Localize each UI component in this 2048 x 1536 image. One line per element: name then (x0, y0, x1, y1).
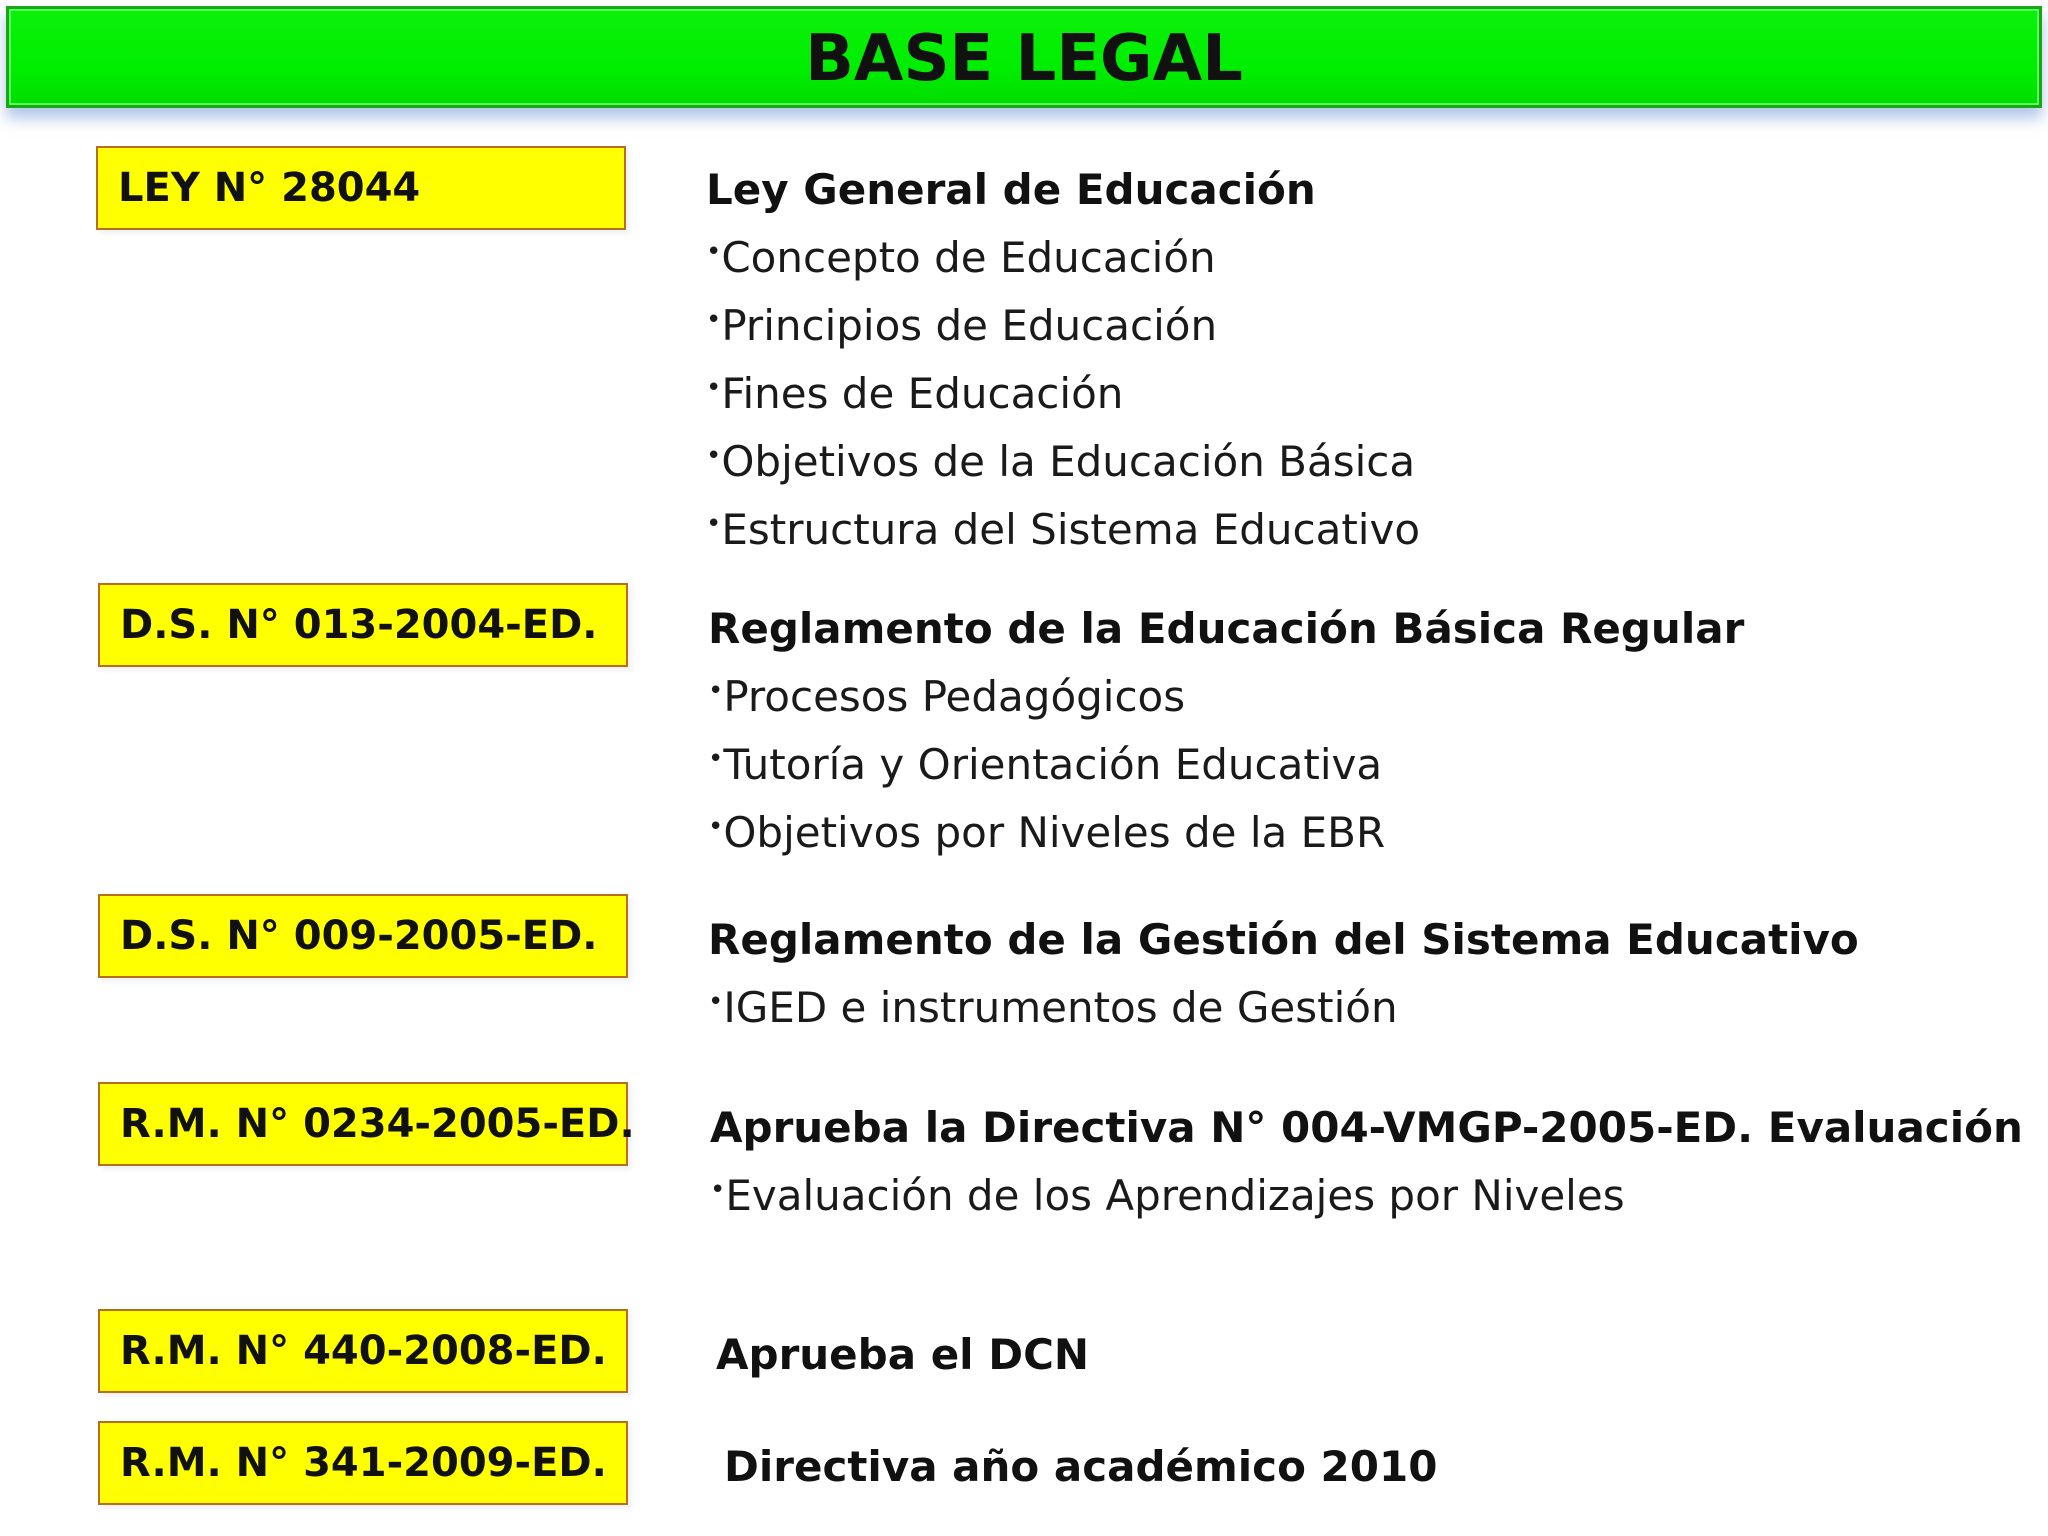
law-heading: Reglamento de la Educación Básica Regular (708, 604, 1745, 653)
law-description-ley-28044 (706, 159, 1420, 561)
law-bullet: •Concepto de Educación (706, 233, 1216, 282)
law-bullet: •Procesos Pedagógicos (708, 672, 1186, 721)
bullet-icon: • (710, 1175, 726, 1205)
law-heading: Aprueba la Directiva N° 004-VMGP-2005-ED. Evaluación (710, 1103, 2023, 1152)
law-badge-ds-009-2005: D.S. N° 009-2005-ED. (98, 894, 628, 978)
law-bullet: •Evaluación de los Aprendizajes por Niveles (710, 1171, 1625, 1220)
law-description-ds-013-2004 (708, 598, 1744, 864)
bullet-icon: • (708, 812, 724, 842)
title-bar (6, 6, 2042, 108)
law-bullet: •Objetivos por Niveles de la EBR (708, 808, 1386, 857)
law-badge-ley-28044: LEY N° 28044 (96, 146, 626, 230)
law-heading: Reglamento de la Gestión del Sistema Educativo (708, 915, 1859, 964)
bullet-icon: • (706, 509, 722, 539)
law-bullet: •IGED e instrumentos de Gestión (708, 983, 1398, 1032)
law-heading: Ley General de Educación (706, 165, 1316, 214)
bullet-icon: • (708, 676, 724, 706)
bullet-icon: • (708, 744, 724, 774)
law-heading: Directiva año académico 2010 (724, 1442, 1438, 1491)
law-bullet: •Fines de Educación (706, 369, 1124, 418)
bullet-icon: • (706, 373, 722, 403)
law-description-rm-440-2008 (716, 1324, 1089, 1386)
bullet-icon: • (708, 987, 724, 1017)
law-heading: Aprueba el DCN (716, 1330, 1090, 1379)
bullet-icon: • (706, 305, 722, 335)
bullet-icon: • (706, 237, 722, 267)
law-description-rm-341-2009 (724, 1436, 1437, 1498)
law-description-rm-0234-2005 (710, 1097, 2023, 1227)
law-badge-rm-0234-2005: R.M. N° 0234-2005-ED. (98, 1082, 628, 1166)
law-badge-rm-440-2008: R.M. N° 440-2008-ED. (98, 1309, 628, 1393)
law-bullet: •Estructura del Sistema Educativo (706, 505, 1421, 554)
page-title: BASE LEGAL (805, 22, 1243, 96)
law-badge-ds-013-2004: D.S. N° 013-2004-ED. (98, 583, 628, 667)
bullet-icon: • (706, 441, 722, 471)
law-description-ds-009-2005 (708, 909, 1859, 1039)
law-bullet: •Objetivos de la Educación Básica (706, 437, 1416, 486)
law-badge-rm-341-2009: R.M. N° 341-2009-ED. (98, 1421, 628, 1505)
law-bullet: •Principios de Educación (706, 301, 1218, 350)
law-bullet: •Tutoría y Orientación Educativa (708, 740, 1383, 789)
